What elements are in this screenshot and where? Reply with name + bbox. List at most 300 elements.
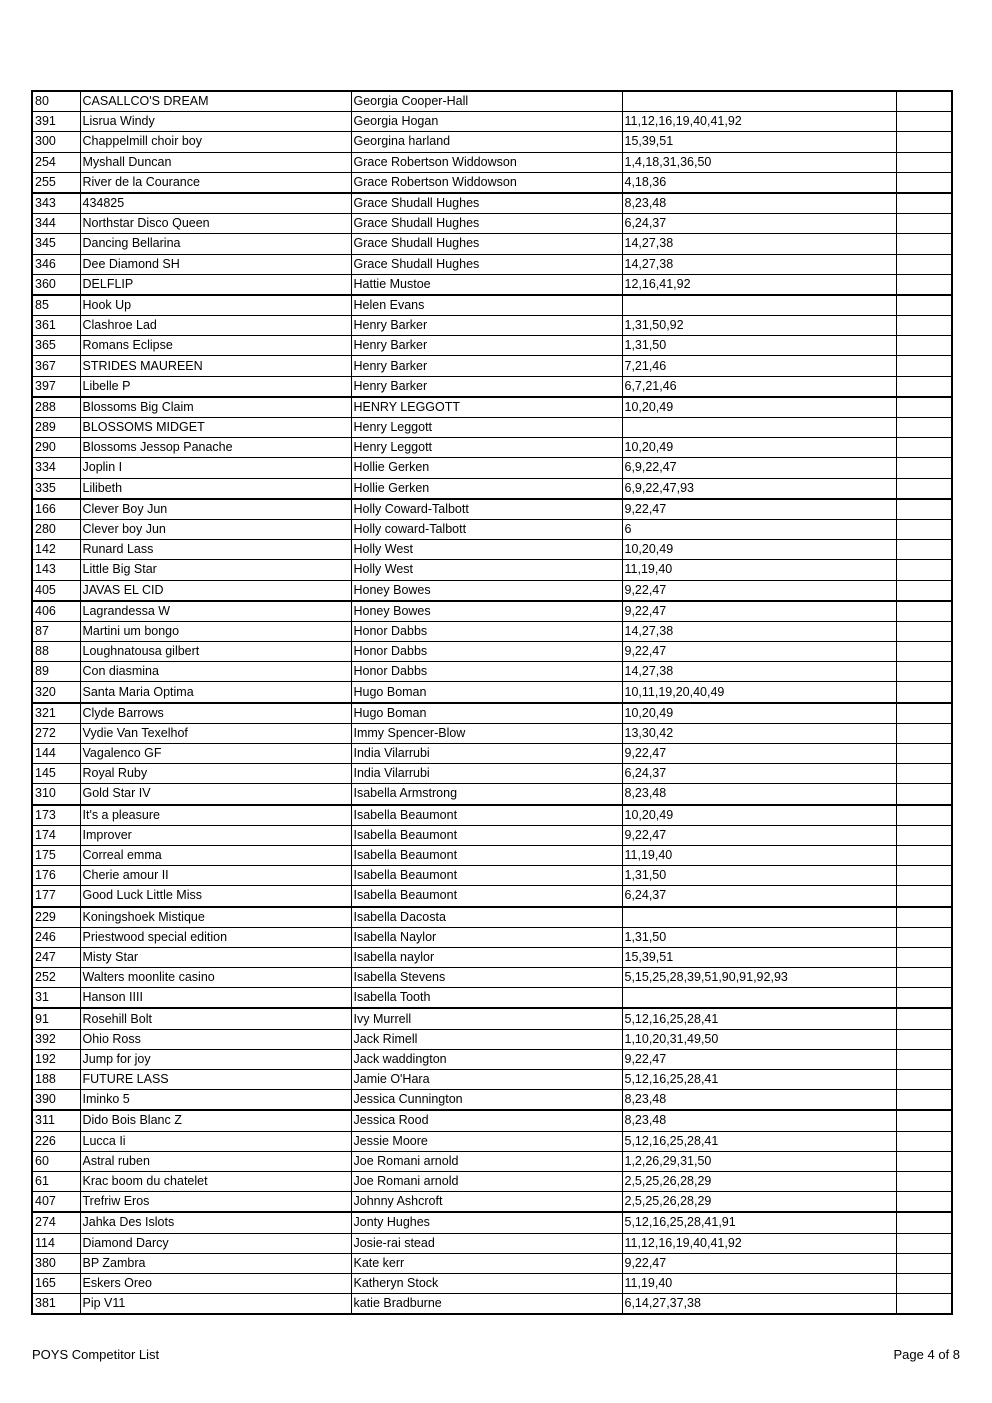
rider-name-cell: Grace Robertson Widdowson: [351, 152, 622, 172]
footer-page-number: Page 4 of 8: [893, 1347, 960, 1362]
class-list-cell: 8,23,48: [622, 784, 896, 805]
horse-name-cell: Ohio Ross: [80, 1029, 351, 1049]
horse-name-cell: Correal emma: [80, 845, 351, 865]
competitor-number-cell: 246: [32, 927, 80, 947]
rider-name-cell: Jack Rimell: [351, 1029, 622, 1049]
class-list-cell: 11,19,40: [622, 1273, 896, 1293]
class-list-cell: 5,12,16,25,28,41: [622, 1070, 896, 1090]
competitor-number-cell: 254: [32, 152, 80, 172]
horse-name-cell: Iminko 5: [80, 1090, 351, 1111]
notes-cell: [896, 580, 952, 601]
horse-name-cell: Hanson IIII: [80, 988, 351, 1009]
rider-name-cell: Henry Leggott: [351, 438, 622, 458]
table-row: [32, 927, 952, 947]
class-list-cell: 9,22,47: [622, 1253, 896, 1273]
table-row: [32, 438, 952, 458]
rider-name-cell: Joe Romani arnold: [351, 1151, 622, 1171]
table-row: [32, 621, 952, 641]
competitor-number-cell: 397: [32, 376, 80, 397]
notes-cell: [896, 478, 952, 499]
notes-cell: [896, 662, 952, 682]
table-row: [32, 580, 952, 601]
class-list-cell: 6,9,22,47: [622, 458, 896, 478]
competitor-number-cell: 60: [32, 1151, 80, 1171]
rider-name-cell: Georgia Hogan: [351, 112, 622, 132]
horse-name-cell: Clever Boy Jun: [80, 499, 351, 520]
horse-name-cell: Vagalenco GF: [80, 744, 351, 764]
competitor-number-cell: 175: [32, 845, 80, 865]
competitor-number-cell: 367: [32, 356, 80, 376]
horse-name-cell: JAVAS EL CID: [80, 580, 351, 601]
notes-cell: [896, 234, 952, 254]
competitor-number-cell: 165: [32, 1273, 80, 1293]
class-list-cell: 6,9,22,47,93: [622, 478, 896, 499]
table-row: [32, 91, 952, 112]
notes-cell: [896, 988, 952, 1009]
table-row: [32, 1090, 952, 1111]
table-row: [32, 152, 952, 172]
table-row: [32, 907, 952, 928]
rider-name-cell: Immy Spencer-Blow: [351, 723, 622, 743]
class-list-cell: 4,18,36: [622, 172, 896, 193]
competitor-number-cell: 274: [32, 1212, 80, 1233]
competitor-number-cell: 390: [32, 1090, 80, 1111]
horse-name-cell: STRIDES MAUREEN: [80, 356, 351, 376]
horse-name-cell: Koningshoek Mistique: [80, 907, 351, 928]
horse-name-cell: It's a pleasure: [80, 805, 351, 826]
rider-name-cell: Holly coward-Talbott: [351, 519, 622, 539]
notes-cell: [896, 1294, 952, 1315]
competitor-number-cell: 289: [32, 418, 80, 438]
competitor-number-cell: 176: [32, 866, 80, 886]
notes-cell: [896, 927, 952, 947]
class-list-cell: 10,20,49: [622, 397, 896, 418]
competitor-number-cell: 252: [32, 968, 80, 988]
competitor-number-cell: 334: [32, 458, 80, 478]
competitor-number-cell: 143: [32, 560, 80, 580]
table-row: [32, 723, 952, 743]
class-list-cell: 7,21,46: [622, 356, 896, 376]
competitor-number-cell: 226: [32, 1131, 80, 1151]
class-list-cell: 14,27,38: [622, 621, 896, 641]
horse-name-cell: River de la Courance: [80, 172, 351, 193]
notes-cell: [896, 723, 952, 743]
notes-cell: [896, 540, 952, 560]
rider-name-cell: Grace Shudall Hughes: [351, 214, 622, 234]
competitor-number-cell: 272: [32, 723, 80, 743]
competitor-number-cell: 391: [32, 112, 80, 132]
rider-name-cell: Katheryn Stock: [351, 1273, 622, 1293]
horse-name-cell: Runard Lass: [80, 540, 351, 560]
class-list-cell: 9,22,47: [622, 601, 896, 622]
competitor-number-cell: 91: [32, 1008, 80, 1029]
class-list-cell: 1,2,26,29,31,50: [622, 1151, 896, 1171]
rider-name-cell: Holly Coward-Talbott: [351, 499, 622, 520]
rider-name-cell: Ivy Murrell: [351, 1008, 622, 1029]
competitor-number-cell: 89: [32, 662, 80, 682]
class-list-cell: [622, 418, 896, 438]
table-row: [32, 845, 952, 865]
competitor-number-cell: 88: [32, 642, 80, 662]
horse-name-cell: Good Luck Little Miss: [80, 886, 351, 907]
class-list-cell: 8,23,48: [622, 193, 896, 214]
horse-name-cell: Lilibeth: [80, 478, 351, 499]
notes-cell: [896, 1070, 952, 1090]
rider-name-cell: Grace Robertson Widdowson: [351, 172, 622, 193]
notes-cell: [896, 519, 952, 539]
rider-name-cell: Isabella naylor: [351, 947, 622, 967]
table-row: [32, 866, 952, 886]
table-row: [32, 1008, 952, 1029]
table-row: [32, 478, 952, 499]
notes-cell: [896, 438, 952, 458]
competitor-number-cell: 344: [32, 214, 80, 234]
table-row: [32, 1110, 952, 1131]
class-list-cell: 13,30,42: [622, 723, 896, 743]
class-list-cell: 10,20,49: [622, 703, 896, 724]
notes-cell: [896, 621, 952, 641]
class-list-cell: 1,31,50: [622, 927, 896, 947]
class-list-cell: 14,27,38: [622, 234, 896, 254]
competitor-number-cell: 188: [32, 1070, 80, 1090]
class-list-cell: 6,24,37: [622, 214, 896, 234]
class-list-cell: 8,23,48: [622, 1090, 896, 1111]
rider-name-cell: Holly West: [351, 540, 622, 560]
horse-name-cell: Santa Maria Optima: [80, 682, 351, 703]
competitor-number-cell: 144: [32, 744, 80, 764]
notes-cell: [896, 1110, 952, 1131]
table-row: [32, 1049, 952, 1069]
notes-cell: [896, 214, 952, 234]
table-row: [32, 1273, 952, 1293]
rider-name-cell: Isabella Naylor: [351, 927, 622, 947]
rider-name-cell: Isabella Tooth: [351, 988, 622, 1009]
horse-name-cell: Dido Bois Blanc Z: [80, 1110, 351, 1131]
notes-cell: [896, 1212, 952, 1233]
notes-cell: [896, 682, 952, 703]
rider-name-cell: Henry Leggott: [351, 418, 622, 438]
table-row: [32, 947, 952, 967]
horse-name-cell: Blossoms Big Claim: [80, 397, 351, 418]
rider-name-cell: Hattie Mustoe: [351, 274, 622, 295]
rider-name-cell: Hugo Boman: [351, 682, 622, 703]
table-row: [32, 172, 952, 193]
horse-name-cell: Priestwood special edition: [80, 927, 351, 947]
horse-name-cell: Chappelmill choir boy: [80, 132, 351, 152]
table-row: [32, 519, 952, 539]
horse-name-cell: Vydie Van Texelhof: [80, 723, 351, 743]
rider-name-cell: Josie-rai stead: [351, 1233, 622, 1253]
class-list-cell: 6,24,37: [622, 764, 896, 784]
table-row: [32, 1253, 952, 1273]
table-row: [32, 234, 952, 254]
competitor-number-cell: 321: [32, 703, 80, 724]
notes-cell: [896, 560, 952, 580]
table-row: [32, 336, 952, 356]
notes-cell: [896, 886, 952, 907]
rider-name-cell: HENRY LEGGOTT: [351, 397, 622, 418]
horse-name-cell: Martini um bongo: [80, 621, 351, 641]
notes-cell: [896, 254, 952, 274]
notes-cell: [896, 764, 952, 784]
horse-name-cell: Dancing Bellarina: [80, 234, 351, 254]
notes-cell: [896, 295, 952, 316]
notes-cell: [896, 968, 952, 988]
rider-name-cell: India Vilarrubi: [351, 744, 622, 764]
competitor-number-cell: 290: [32, 438, 80, 458]
competitor-number-cell: 345: [32, 234, 80, 254]
class-list-cell: 1,31,50: [622, 866, 896, 886]
table-row: [32, 682, 952, 703]
notes-cell: [896, 601, 952, 622]
table-row: [32, 560, 952, 580]
horse-name-cell: CASALLCO'S DREAM: [80, 91, 351, 112]
rider-name-cell: Jonty Hughes: [351, 1212, 622, 1233]
rider-name-cell: Henry Barker: [351, 376, 622, 397]
competitor-number-cell: 247: [32, 947, 80, 967]
rider-name-cell: India Vilarrubi: [351, 764, 622, 784]
competitor-number-cell: 405: [32, 580, 80, 601]
notes-cell: [896, 703, 952, 724]
table-row: [32, 1131, 952, 1151]
table-row: [32, 1070, 952, 1090]
horse-name-cell: DELFLIP: [80, 274, 351, 295]
notes-cell: [896, 418, 952, 438]
competitor-number-cell: 360: [32, 274, 80, 295]
notes-cell: [896, 499, 952, 520]
class-list-cell: 2,5,25,26,28,29: [622, 1171, 896, 1191]
class-list-cell: 8,23,48: [622, 1110, 896, 1131]
notes-cell: [896, 1273, 952, 1293]
rider-name-cell: Isabella Beaumont: [351, 825, 622, 845]
notes-cell: [896, 1253, 952, 1273]
rider-name-cell: Grace Shudall Hughes: [351, 234, 622, 254]
table-row: [32, 1171, 952, 1191]
table-row: [32, 540, 952, 560]
competitor-number-cell: 192: [32, 1049, 80, 1069]
notes-cell: [896, 805, 952, 826]
horse-name-cell: Hook Up: [80, 295, 351, 316]
table-row: [32, 886, 952, 907]
table-row: [32, 703, 952, 724]
class-list-cell: 9,22,47: [622, 744, 896, 764]
class-list-cell: 10,11,19,20,40,49: [622, 682, 896, 703]
horse-name-cell: Pip V11: [80, 1294, 351, 1315]
class-list-cell: 6,24,37: [622, 886, 896, 907]
rider-name-cell: Jessica Rood: [351, 1110, 622, 1131]
competitor-number-cell: 407: [32, 1192, 80, 1213]
horse-name-cell: Con diasmina: [80, 662, 351, 682]
horse-name-cell: Lagrandessa W: [80, 601, 351, 622]
notes-cell: [896, 356, 952, 376]
table-row: [32, 295, 952, 316]
horse-name-cell: Misty Star: [80, 947, 351, 967]
table-row: [32, 397, 952, 418]
notes-cell: [896, 91, 952, 112]
competitor-number-cell: 31: [32, 988, 80, 1009]
class-list-cell: 1,31,50: [622, 336, 896, 356]
class-list-cell: 15,39,51: [622, 132, 896, 152]
class-list-cell: 1,4,18,31,36,50: [622, 152, 896, 172]
rider-name-cell: Henry Barker: [351, 336, 622, 356]
table-row: [32, 274, 952, 295]
horse-name-cell: Diamond Darcy: [80, 1233, 351, 1253]
notes-cell: [896, 1151, 952, 1171]
rider-name-cell: Honey Bowes: [351, 580, 622, 601]
notes-cell: [896, 193, 952, 214]
rider-name-cell: Johnny Ashcroft: [351, 1192, 622, 1213]
table-row: [32, 1029, 952, 1049]
horse-name-cell: BP Zambra: [80, 1253, 351, 1273]
table-row: [32, 214, 952, 234]
table-row: [32, 744, 952, 764]
rider-name-cell: Isabella Beaumont: [351, 866, 622, 886]
class-list-cell: 11,12,16,19,40,41,92: [622, 112, 896, 132]
table-row: [32, 112, 952, 132]
competitor-number-cell: 381: [32, 1294, 80, 1315]
notes-cell: [896, 907, 952, 928]
competitor-number-cell: 320: [32, 682, 80, 703]
class-list-cell: 9,22,47: [622, 825, 896, 845]
table-row: [32, 356, 952, 376]
notes-cell: [896, 642, 952, 662]
horse-name-cell: Jump for joy: [80, 1049, 351, 1069]
rider-name-cell: Henry Barker: [351, 356, 622, 376]
class-list-cell: 10,20,49: [622, 540, 896, 560]
class-list-cell: 9,22,47: [622, 1049, 896, 1069]
competitor-number-cell: 288: [32, 397, 80, 418]
notes-cell: [896, 376, 952, 397]
competitor-table-body: [32, 91, 952, 1314]
horse-name-cell: 434825: [80, 193, 351, 214]
rider-name-cell: Honor Dabbs: [351, 621, 622, 641]
rider-name-cell: Georgina harland: [351, 132, 622, 152]
horse-name-cell: Clever boy Jun: [80, 519, 351, 539]
horse-name-cell: Astral ruben: [80, 1151, 351, 1171]
table-row: [32, 418, 952, 438]
horse-name-cell: Clashroe Lad: [80, 316, 351, 336]
rider-name-cell: Isabella Beaumont: [351, 805, 622, 826]
competitor-table: [31, 90, 953, 1315]
table-row: [32, 1294, 952, 1315]
notes-cell: [896, 1171, 952, 1191]
competitor-number-cell: 145: [32, 764, 80, 784]
notes-cell: [896, 784, 952, 805]
notes-cell: [896, 866, 952, 886]
rider-name-cell: Kate kerr: [351, 1253, 622, 1273]
class-list-cell: 5,12,16,25,28,41,91: [622, 1212, 896, 1233]
notes-cell: [896, 1049, 952, 1069]
competitor-number-cell: 229: [32, 907, 80, 928]
class-list-cell: 14,27,38: [622, 254, 896, 274]
competitor-number-cell: 365: [32, 336, 80, 356]
competitor-number-cell: 142: [32, 540, 80, 560]
table-row: [32, 1192, 952, 1213]
horse-name-cell: Rosehill Bolt: [80, 1008, 351, 1029]
table-row: [32, 132, 952, 152]
competitor-number-cell: 280: [32, 519, 80, 539]
horse-name-cell: Krac boom du chatelet: [80, 1171, 351, 1191]
competitor-number-cell: 335: [32, 478, 80, 499]
horse-name-cell: BLOSSOMS MIDGET: [80, 418, 351, 438]
class-list-cell: 14,27,38: [622, 662, 896, 682]
class-list-cell: 6,14,27,37,38: [622, 1294, 896, 1315]
rider-name-cell: Jessie Moore: [351, 1131, 622, 1151]
competitor-number-cell: 80: [32, 91, 80, 112]
horse-name-cell: Eskers Oreo: [80, 1273, 351, 1293]
table-row: [32, 825, 952, 845]
competitor-number-cell: 361: [32, 316, 80, 336]
horse-name-cell: Dee Diamond SH: [80, 254, 351, 274]
class-list-cell: 1,10,20,31,49,50: [622, 1029, 896, 1049]
horse-name-cell: Blossoms Jessop Panache: [80, 438, 351, 458]
horse-name-cell: Little Big Star: [80, 560, 351, 580]
class-list-cell: 10,20,49: [622, 438, 896, 458]
class-list-cell: 2,5,25,26,28,29: [622, 1192, 896, 1213]
competitor-number-cell: 114: [32, 1233, 80, 1253]
notes-cell: [896, 152, 952, 172]
competitor-number-cell: 310: [32, 784, 80, 805]
class-list-cell: 10,20,49: [622, 805, 896, 826]
notes-cell: [896, 1131, 952, 1151]
class-list-cell: 11,19,40: [622, 845, 896, 865]
competitor-number-cell: 255: [32, 172, 80, 193]
notes-cell: [896, 1090, 952, 1111]
notes-cell: [896, 132, 952, 152]
horse-name-cell: Loughnatousa gilbert: [80, 642, 351, 662]
table-row: [32, 1212, 952, 1233]
competitor-number-cell: 173: [32, 805, 80, 826]
competitor-number-cell: 346: [32, 254, 80, 274]
rider-name-cell: Jack waddington: [351, 1049, 622, 1069]
class-list-cell: [622, 988, 896, 1009]
class-list-cell: [622, 907, 896, 928]
rider-name-cell: Henry Barker: [351, 316, 622, 336]
competitor-number-cell: 392: [32, 1029, 80, 1049]
horse-name-cell: Royal Ruby: [80, 764, 351, 784]
class-list-cell: [622, 295, 896, 316]
horse-name-cell: Libelle P: [80, 376, 351, 397]
class-list-cell: 9,22,47: [622, 499, 896, 520]
competitor-number-cell: 85: [32, 295, 80, 316]
table-row: [32, 254, 952, 274]
footer-document-title: POYS Competitor List: [32, 1347, 160, 1362]
notes-cell: [896, 172, 952, 193]
notes-cell: [896, 112, 952, 132]
class-list-cell: 9,22,47: [622, 580, 896, 601]
class-list-cell: [622, 91, 896, 112]
notes-cell: [896, 336, 952, 356]
class-list-cell: 5,12,16,25,28,41: [622, 1008, 896, 1029]
notes-cell: [896, 1192, 952, 1213]
notes-cell: [896, 845, 952, 865]
horse-name-cell: Gold Star IV: [80, 784, 351, 805]
class-list-cell: 6,7,21,46: [622, 376, 896, 397]
rider-name-cell: Helen Evans: [351, 295, 622, 316]
class-list-cell: 5,15,25,28,39,51,90,91,92,93: [622, 968, 896, 988]
table-row: [32, 764, 952, 784]
rider-name-cell: Honor Dabbs: [351, 642, 622, 662]
rider-name-cell: Hugo Boman: [351, 703, 622, 724]
horse-name-cell: Joplin I: [80, 458, 351, 478]
notes-cell: [896, 744, 952, 764]
competitor-number-cell: 300: [32, 132, 80, 152]
rider-name-cell: Honor Dabbs: [351, 662, 622, 682]
table-row: [32, 1151, 952, 1171]
horse-name-cell: Northstar Disco Queen: [80, 214, 351, 234]
competitor-number-cell: 343: [32, 193, 80, 214]
table-row: [32, 601, 952, 622]
